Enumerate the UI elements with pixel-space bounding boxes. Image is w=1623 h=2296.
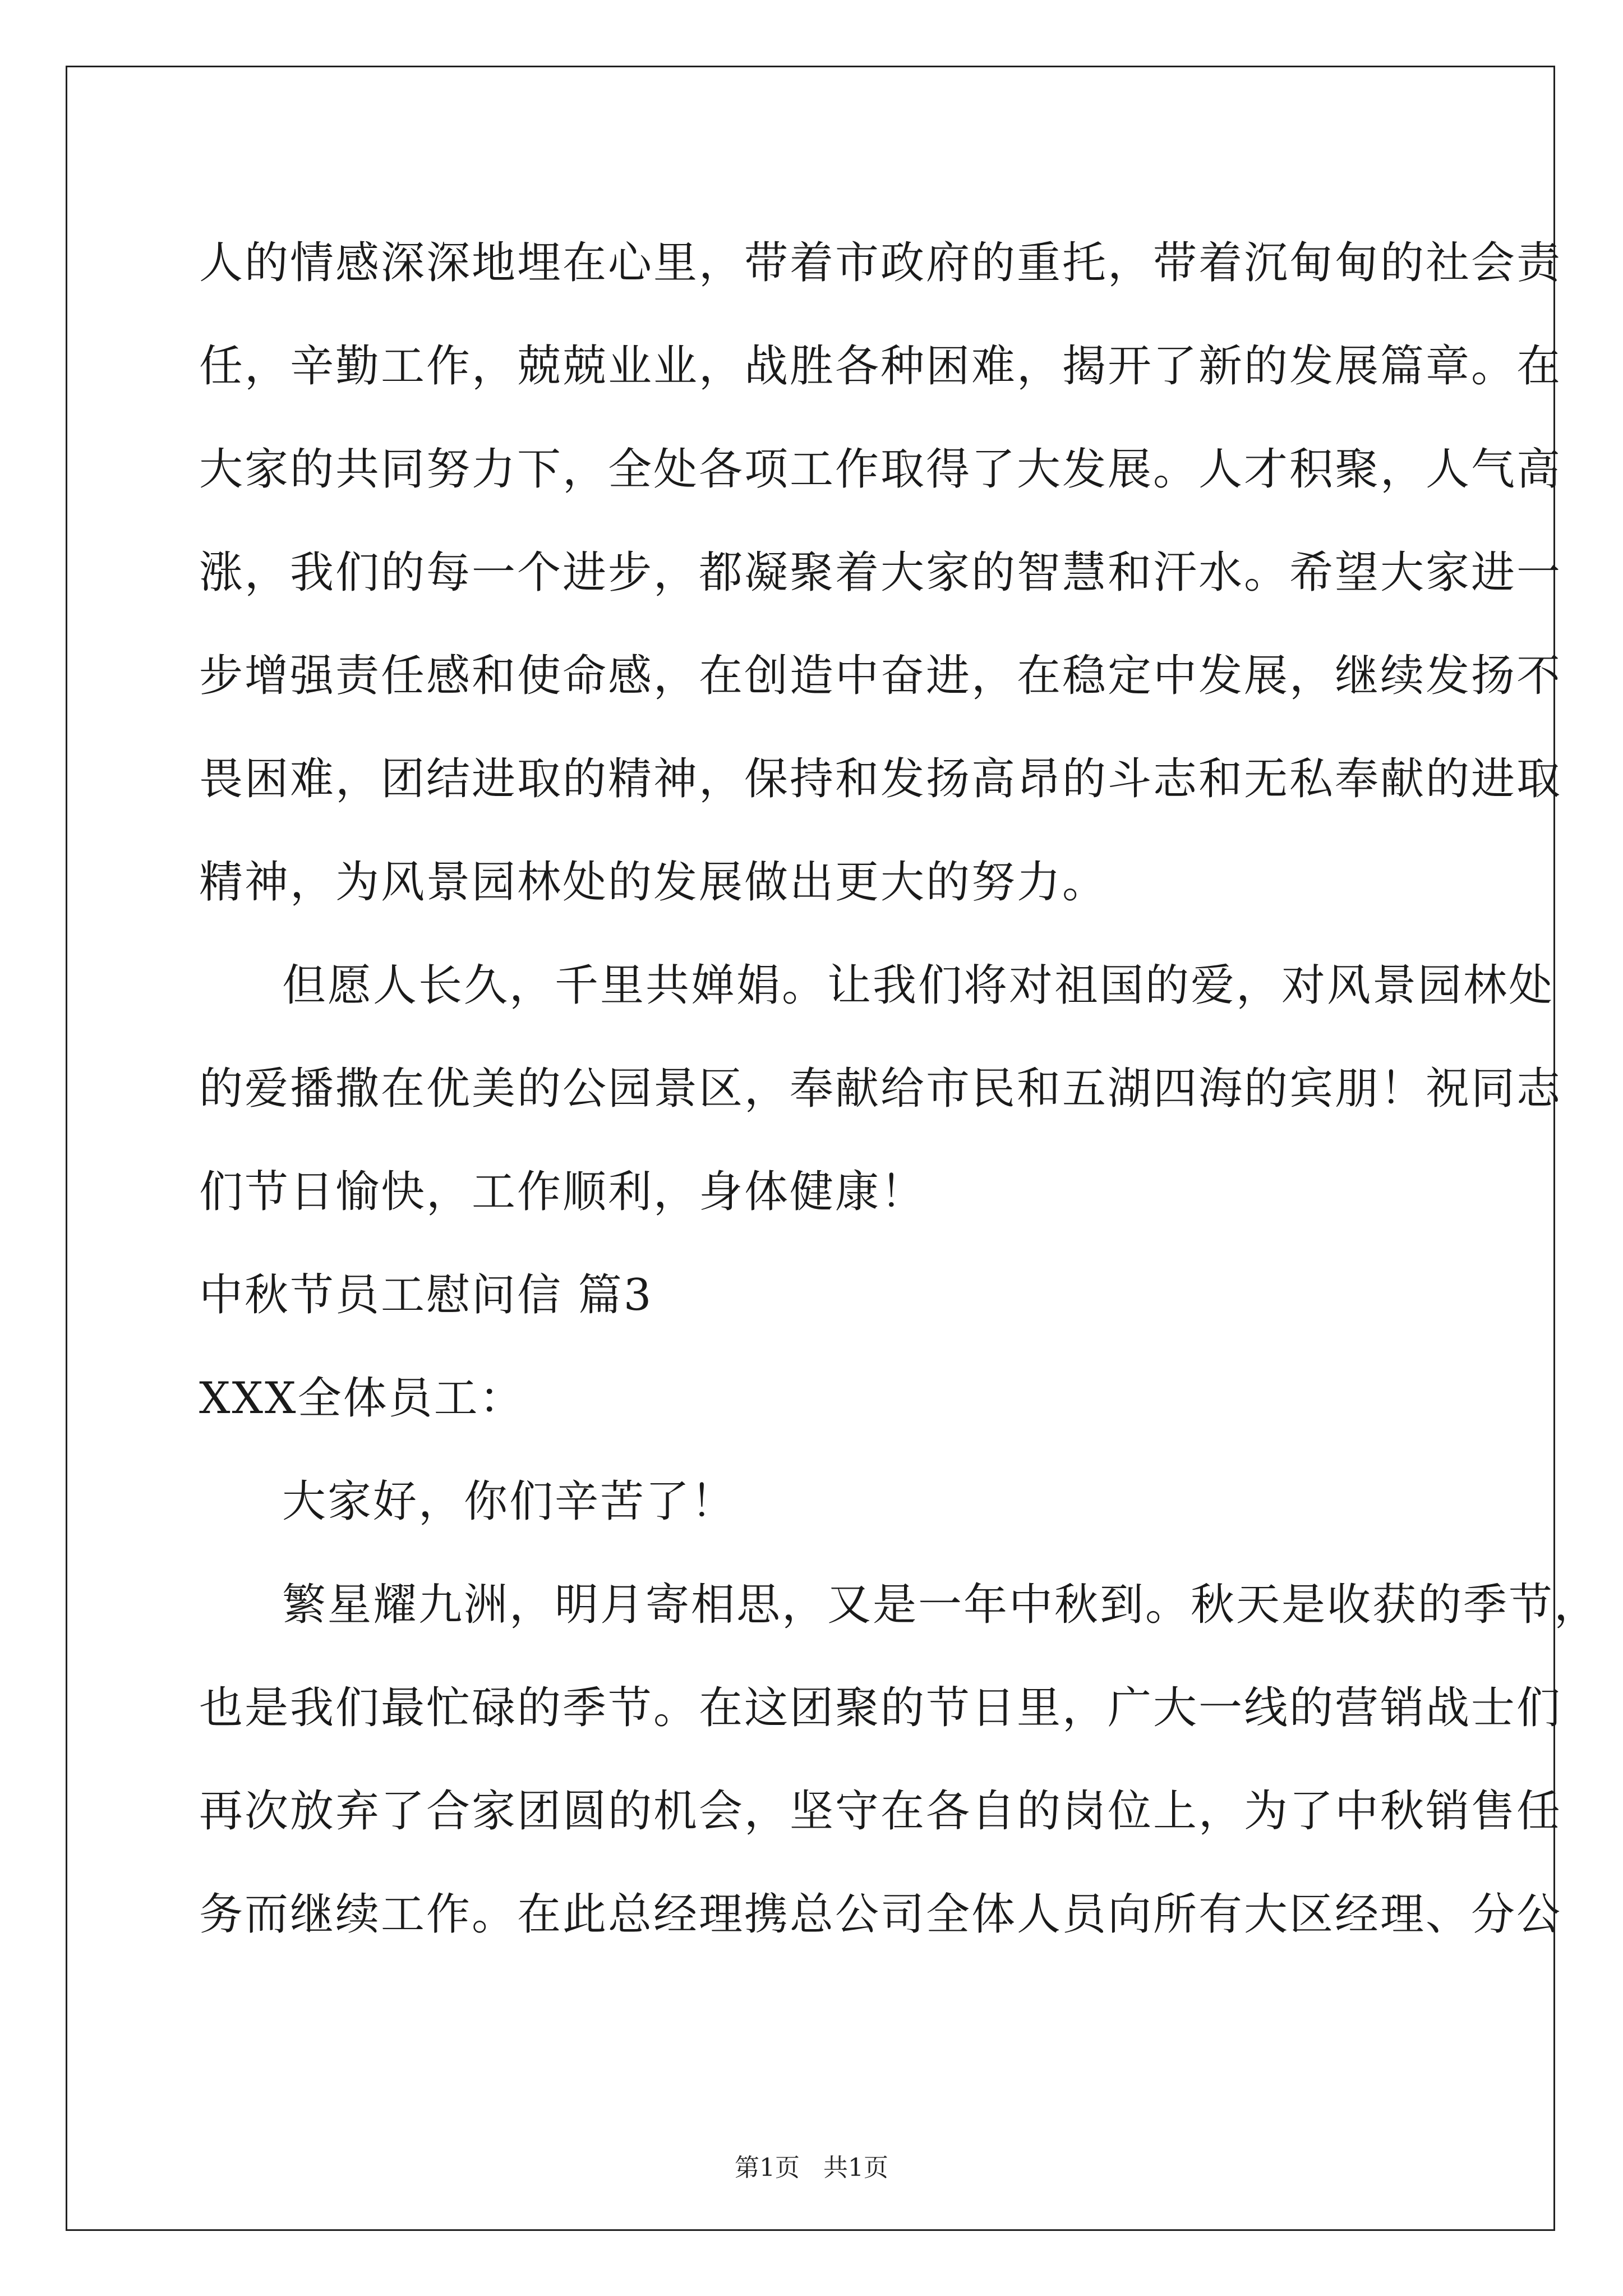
text-line: 的爱播撒在优美的公园景区，奉献给市民和五湖四海的宾朋！祝同志	[199, 1064, 1562, 1114]
paragraph-start-line: 繁星耀九洲，明月寄相思，又是一年中秋到。秋天是收获的季节，	[282, 1580, 1600, 1630]
salutation: XXX全体员工：	[199, 1373, 525, 1424]
text-line: 务而继续工作。在此总经理携总公司全体人员向所有大区经理、分公	[199, 1889, 1562, 1940]
text-line: 大家的共同努力下，全处各项工作取得了大发展。人才积聚，人气高	[199, 444, 1562, 495]
section-heading: 中秋节员工慰问信 篇3	[199, 1270, 653, 1320]
text-line: 也是我们最忙碌的季节。在这团聚的节日里，广大一线的营销战士们	[199, 1683, 1562, 1733]
page-total: 共1页	[823, 2154, 888, 2182]
text-line: 再次放弃了合家团圆的机会，坚守在各自的岗位上，为了中秋销售任	[199, 1786, 1562, 1837]
text-line: 任，辛勤工作，兢兢业业，战胜各种困难，揭开了新的发展篇章。在	[199, 341, 1562, 392]
page-number: 第1页	[735, 2154, 800, 2182]
text-line: 步增强责任感和使命感，在创造中奋进，在稳定中发展，继续发扬不	[199, 651, 1562, 701]
text-line: 精神，为风景园林处的发展做出更大的努力。	[199, 857, 1108, 908]
document-body	[199, 211, 1600, 1966]
text-line: 们节日愉快，工作顺利，身体健康！	[199, 1167, 926, 1217]
text-line: 人的情感深深地埋在心里，带着市政府的重托，带着沉甸甸的社会责	[199, 238, 1562, 288]
text-line: 畏困难，团结进取的精神，保持和发扬高昂的斗志和无私奉献的进取	[199, 754, 1562, 804]
text-line: 涨，我们的每一个进步，都凝聚着大家的智慧和汗水。希望大家进一	[199, 547, 1562, 598]
page-footer	[0, 2151, 1623, 2185]
greeting-line: 大家好，你们辛苦了！	[282, 1476, 737, 1527]
paragraph-start-line: 但愿人长久，千里共婵娟。让我们将对祖国的爱，对风景园林处	[282, 960, 1555, 1011]
